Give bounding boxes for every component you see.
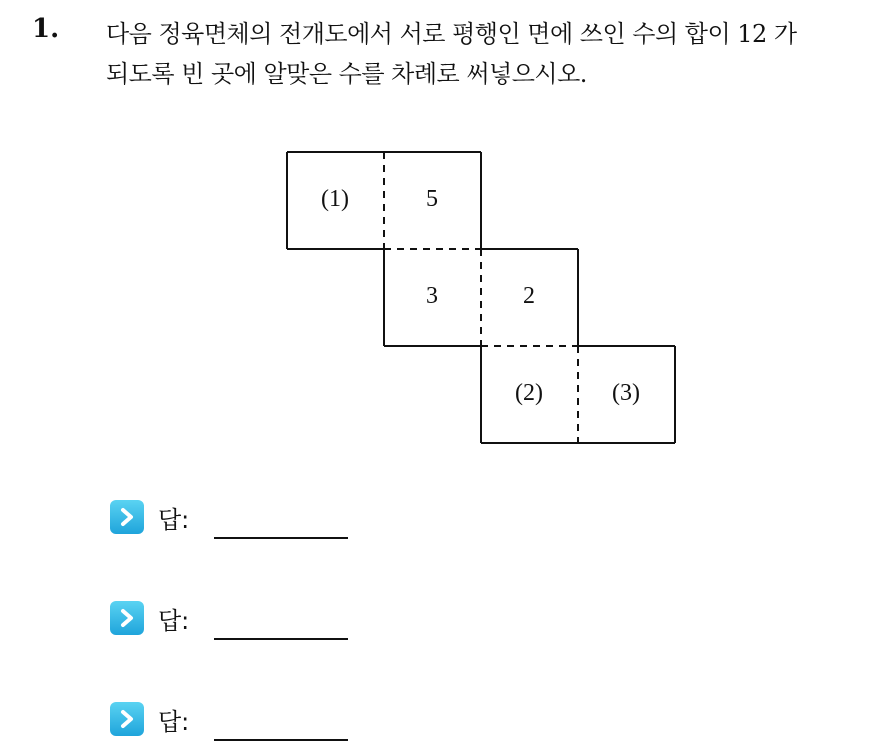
answer-blank-3[interactable] [214,739,348,741]
question-text-line-1: 다음 정육면체의 전개도에서 서로 평행인 면에 쓰인 수의 합이 12 가 [106,20,797,48]
answer-blank-1[interactable] [214,537,348,539]
net-face-5: 5 [426,186,438,212]
net-face-1: (1) [321,186,349,212]
net-face-blank-2: (2) [515,380,543,406]
answer-label: 답: [158,707,190,736]
answer-row-2 [110,596,189,640]
net-face-2: 2 [523,283,535,309]
answer-row-3 [110,697,189,741]
answer-blank-2[interactable] [214,638,348,640]
net-face-blank-3: (3) [612,380,640,406]
chevron-right-icon [110,500,144,534]
chevron-right-icon [110,702,144,736]
question-text-line-2: 되도록 빈 곳에 알맞은 수를 차례로 써넣으시오. [106,60,587,88]
question-number: 1. [32,14,60,44]
net-face-3: 3 [426,283,438,309]
answer-row-1 [110,495,189,539]
answer-label: 답: [158,606,190,635]
answer-label: 답: [158,505,190,534]
chevron-right-icon [110,601,144,635]
